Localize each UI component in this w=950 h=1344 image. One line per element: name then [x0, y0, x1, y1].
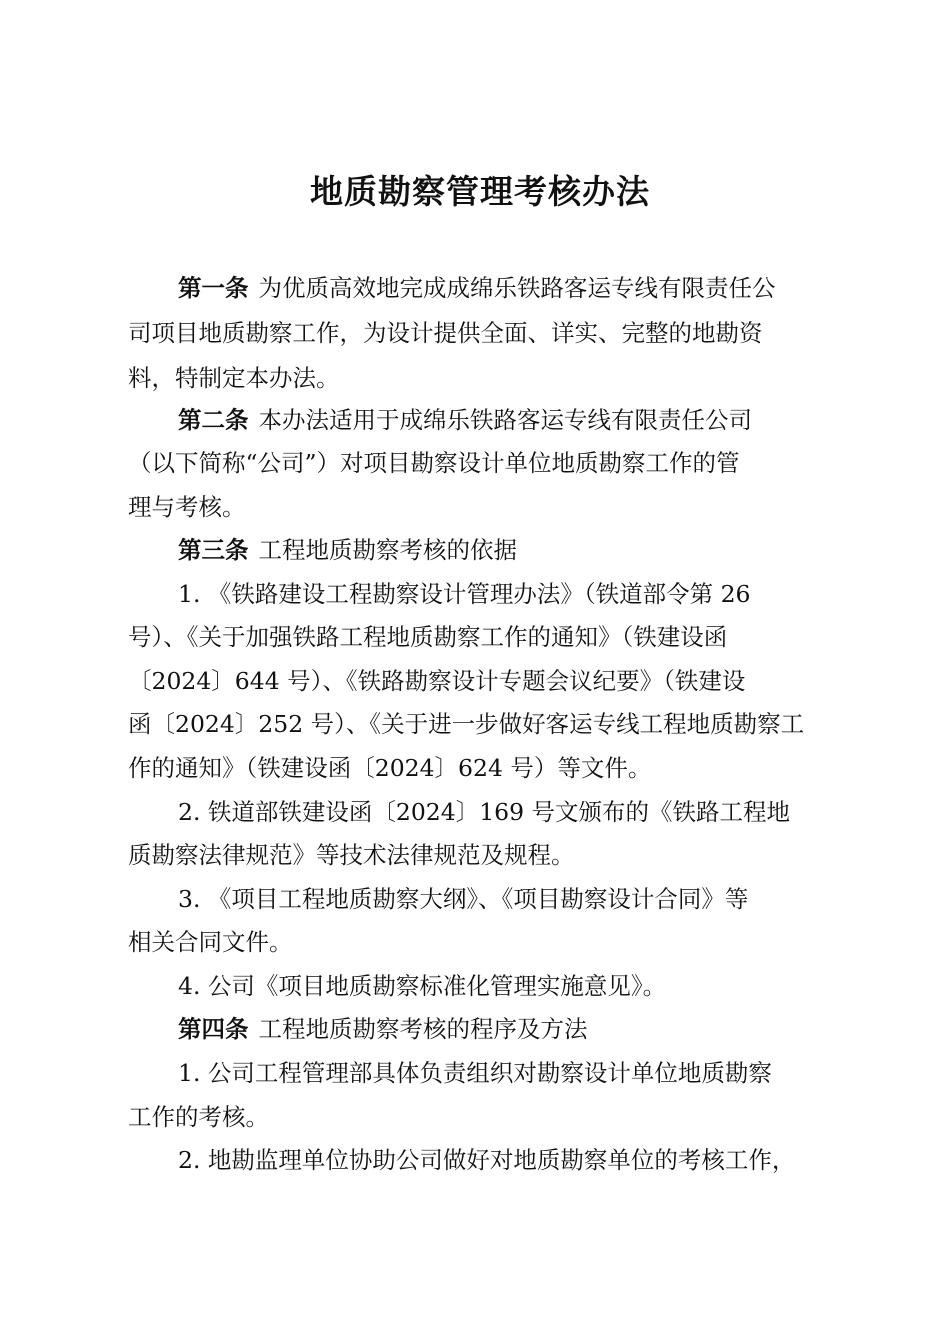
article-2-heading: 第二条: [178, 406, 249, 434]
article-3-item-1-line-5: 作的通知》（铁建设函〔2024〕624 号）等文件。: [128, 754, 652, 782]
article-3-text: 工程地质勘察考核的依据: [258, 536, 517, 564]
article-3-heading: 第三条: [178, 536, 249, 564]
document-title: 地质勘察管理考核办法: [310, 172, 650, 211]
article-1-heading: 第一条: [178, 274, 249, 302]
article-3-item-1-line-2: 号）、《关于加强铁路工程地质勘察工作的通知》（铁建设函: [128, 623, 728, 651]
article-4-text: 工程地质勘察考核的程序及方法: [258, 1015, 588, 1043]
article-1-line-2: 司项目地质勘察工作，为设计提供全面、详实、完整的地勘资: [128, 319, 763, 347]
article-2-text: 本办法适用于成绵乐铁路客运专线有限责任公司: [258, 406, 752, 434]
article-3-item-1-line-4: 函〔2024〕252 号）、《关于进一步做好客运专线工程地质勘察工: [128, 710, 805, 738]
article-4-heading: 第四条: [178, 1015, 249, 1043]
article-4-item-1-line-1: 1. 公司工程管理部具体负责组织对勘察设计单位地质勘察: [178, 1059, 772, 1087]
article-1-text: 为优质高效地完成成绵乐铁路客运专线有限责任公: [258, 274, 776, 302]
article-3-item-2-line-2: 质勘察法律规范》等技术法律规范及规程。: [128, 841, 575, 869]
article-4-item-2-line-1: 2. 地勘监理单位协助公司做好对地质勘察单位的考核工作，: [178, 1146, 796, 1174]
article-4-item-1-line-2: 工作的考核。: [128, 1103, 269, 1131]
article-3-item-1-line-3: 〔2024〕644 号）、《铁路勘察设计专题会议纪要》（铁建设: [128, 667, 746, 695]
article-3-item-1-line-1: 1. 《铁路建设工程勘察设计管理办法》（铁道部令第 26: [178, 580, 751, 608]
article-3-item-4-line-1: 4. 公司《项目地质勘察标准化管理实施意见》。: [178, 972, 667, 1000]
article-4-line-1: [178, 1009, 588, 1049]
article-1-line-3: 料，特制定本办法。: [128, 364, 340, 392]
article-3-line-1: [178, 530, 517, 570]
article-3-item-2-line-1: 2. 铁道部铁建设函〔2024〕169 号文颁布的《铁路工程地: [178, 798, 791, 826]
article-2-line-2: （以下简称“公司”）对项目勘察设计单位地质勘察工作的管: [128, 449, 740, 477]
article-1-line-1: [178, 268, 776, 308]
article-2-line-1: [178, 400, 752, 440]
article-3-item-3-line-1: 3. 《项目工程地质勘察大纲》、《项目勘察设计合同》等: [178, 885, 749, 913]
article-3-item-3-line-2: 相关合同文件。: [128, 928, 293, 956]
article-2-line-3: 理与考核。: [128, 493, 246, 521]
